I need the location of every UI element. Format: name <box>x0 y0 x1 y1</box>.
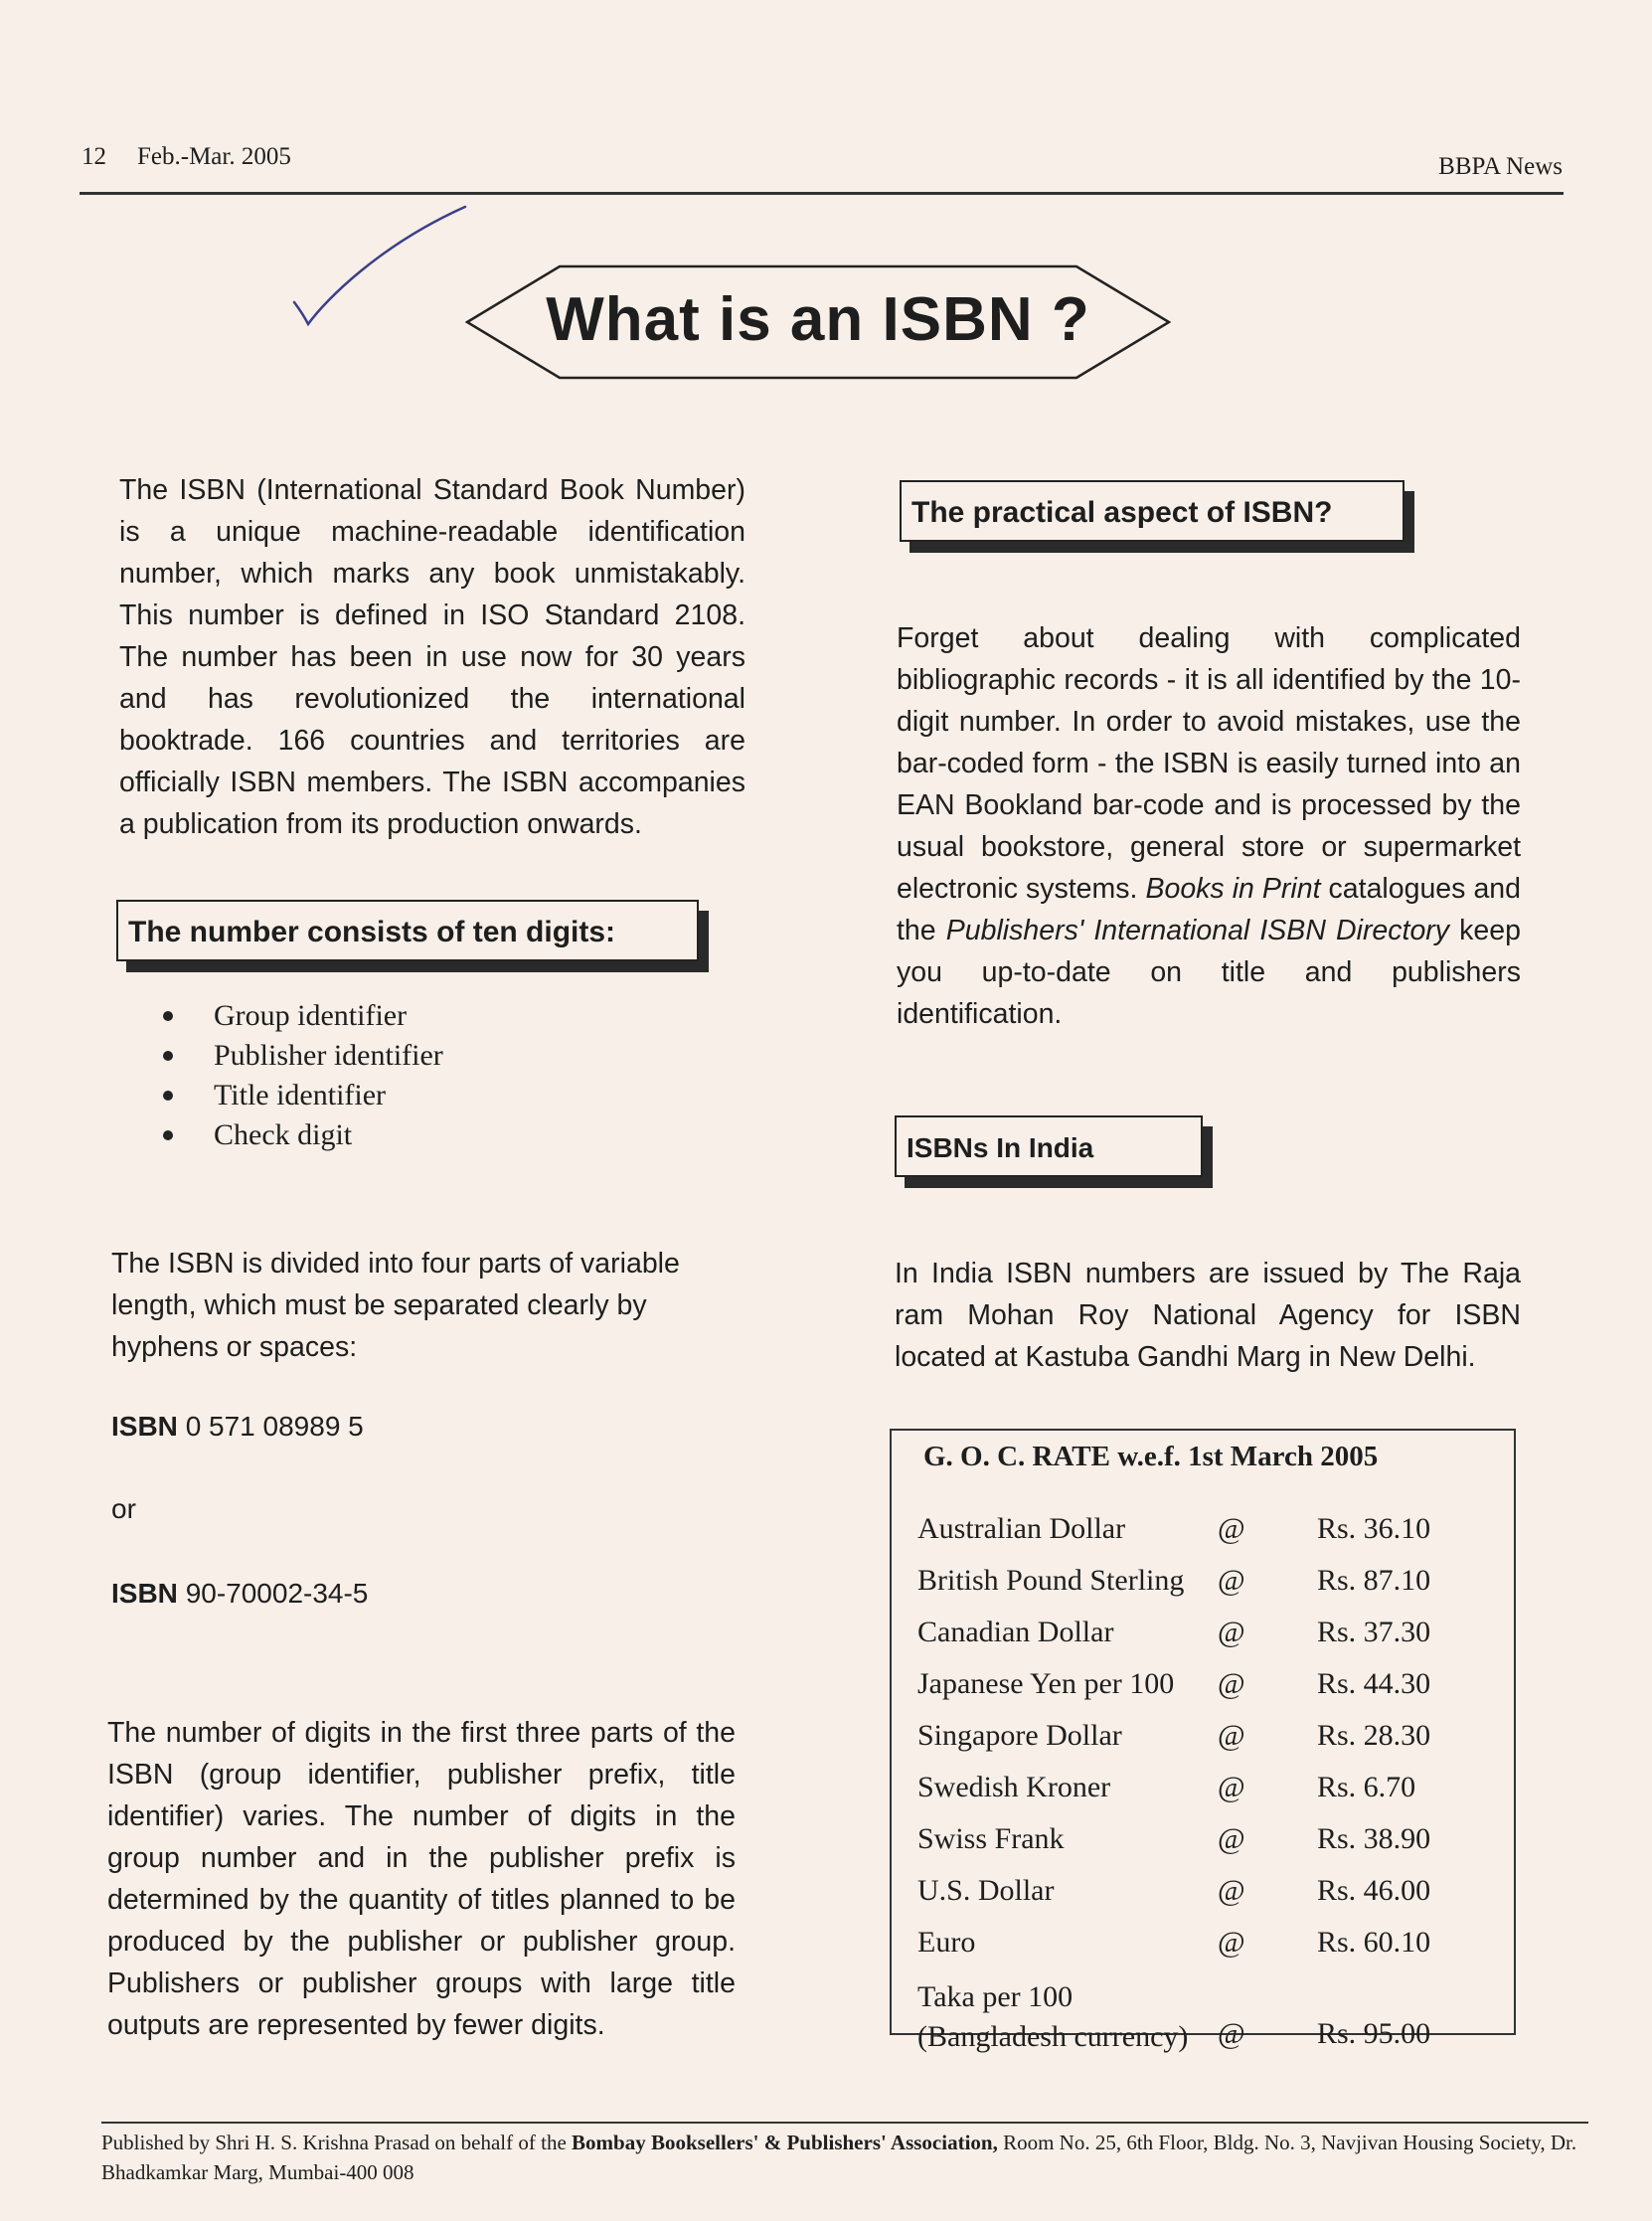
rate-row <box>917 1977 1504 2061</box>
practical-paragraph: Forget about dealing with complicated bibliographic records - it is all identified by the 10-digit number. In order to avoid mistakes, use the bar-coded form - the ISBN is easily turned into an EAN Bookland bar-code and is processed by the usual bookstore, general store or supermarket electronic systems. Books in Print catalogues and the Publishers' International ISBN Directory keep you up-to-date on title and publishers identification. <box>897 622 1521 1030</box>
rate-row <box>917 1926 1504 1977</box>
rate-value: Rs. 46.00 <box>1317 1874 1431 1907</box>
divided-paragraph: The ISBN is divided into four parts of variable length, which must be separated clearly by hyphens or spaces: <box>111 1248 680 1363</box>
rate-row <box>917 1719 1504 1771</box>
at-sign: @ <box>1218 1564 1245 1597</box>
at-sign: @ <box>1218 2017 1245 2050</box>
isbn-example-1: ISBN 0 571 08989 5 <box>111 1411 364 1442</box>
currency-name: Swiss Frank <box>917 1822 1065 1855</box>
rate-rows <box>917 1512 1504 2061</box>
rate-value: Rs. 36.10 <box>1317 1512 1431 1545</box>
title-banner <box>465 262 1171 382</box>
at-sign: @ <box>1218 1512 1245 1545</box>
digits-paragraph: The number of digits in the first three parts of the ISBN (group identifier, publisher prefix, title identifier) varies. The number of digits in the group number and in the publisher prefix is determined by the quantity of titles planned to be produced by the publisher or publisher group. Publishers or publisher groups with large title outputs are represented by fewer digits. <box>107 1717 736 2041</box>
rate-row <box>917 1512 1504 1564</box>
currency-name: Canadian Dollar <box>917 1616 1114 1648</box>
currency-name: British Pound Sterling <box>917 1564 1185 1597</box>
rate-row <box>917 1874 1504 1926</box>
rate-row <box>917 1564 1504 1616</box>
rate-row <box>917 1667 1504 1719</box>
currency-name: Euro <box>917 1926 976 1959</box>
rate-table <box>890 1429 1516 2053</box>
rate-value: Rs. 95.00 <box>1317 2017 1431 2050</box>
list-item: Check digit <box>159 1115 443 1155</box>
list-item: Publisher identifier <box>159 1036 443 1076</box>
rate-value: Rs. 28.30 <box>1317 1719 1431 1752</box>
heading-isbns-in-india: ISBNs In India <box>895 1115 1203 1177</box>
bullet-icon <box>163 1051 173 1061</box>
at-sign: @ <box>1218 1771 1245 1803</box>
bullet-icon <box>163 1091 173 1101</box>
footer-rule <box>101 2122 1588 2124</box>
list-item: Title identifier <box>159 1076 443 1115</box>
rate-value: Rs. 60.10 <box>1317 1926 1431 1959</box>
at-sign: @ <box>1218 1926 1245 1959</box>
issue-date: Feb.-Mar. 2005 <box>137 143 291 170</box>
page-number: 12 <box>82 143 106 170</box>
list-item: Group identifier <box>159 996 443 1036</box>
or-text: or <box>111 1493 136 1524</box>
currency-name: Swedish Kroner <box>917 1771 1111 1803</box>
footer-imprint: Published by Shri H. S. Krishna Prasad on behalf of the Bombay Booksellers' & Publishers' Association, Room No. 25, 6th Floor, Bldg. No. 3, Navjivan Housing Society, Dr. Bhadkamkar Marg, Mumbai-400 008 <box>101 2131 1577 2184</box>
check-mark-icon <box>286 205 475 334</box>
currency-name: U.S. Dollar <box>917 1874 1055 1907</box>
rate-value: Rs. 37.30 <box>1317 1616 1431 1648</box>
at-sign: @ <box>1218 1719 1245 1752</box>
digit-parts-list <box>159 996 443 1155</box>
rate-row <box>917 1822 1504 1874</box>
publication-name: BBPA News <box>1438 153 1563 180</box>
currency-name: Taka per 100 (Bangladesh currency) <box>917 1980 1189 2053</box>
isbn-example-2: ISBN 90-70002-34-5 <box>111 1578 369 1609</box>
currency-name: Japanese Yen per 100 <box>917 1667 1175 1700</box>
header-rule <box>80 192 1564 195</box>
bullet-icon <box>163 1130 173 1140</box>
at-sign: @ <box>1218 1822 1245 1855</box>
currency-name: Singapore Dollar <box>917 1719 1122 1752</box>
rate-row <box>917 1616 1504 1667</box>
rate-value: Rs. 38.90 <box>1317 1822 1431 1855</box>
rate-value: Rs. 87.10 <box>1317 1564 1431 1597</box>
currency-name: Australian Dollar <box>917 1512 1126 1545</box>
rate-table-title: G. O. C. RATE w.e.f. 1st March 2005 <box>923 1441 1379 1472</box>
at-sign: @ <box>1218 1667 1245 1700</box>
rate-value: Rs. 6.70 <box>1317 1771 1416 1803</box>
bullet-icon <box>163 1011 173 1021</box>
intro-paragraph: The ISBN (International Standard Book Number) is a unique machine-readable identification number, which marks any book unmistakably. This number is defined in ISO Standard 2108. The number has been in use now for 30 years and has revolutionized the international booktrade. 166 countries and territories are officially ISBN members. The ISBN accompanies a publication from its production onwards. <box>119 474 745 840</box>
at-sign: @ <box>1218 1616 1245 1648</box>
rate-value: Rs. 44.30 <box>1317 1667 1431 1700</box>
heading-ten-digits: The number consists of ten digits: <box>116 900 699 961</box>
india-paragraph: In India ISBN numbers are issued by The Raja ram Mohan Roy National Agency for ISBN located at Kastuba Gandhi Marg in New Delhi. <box>895 1258 1521 1373</box>
page-title: What is an ISBN ? <box>546 285 1090 354</box>
at-sign: @ <box>1218 1874 1245 1907</box>
rate-row <box>917 1771 1504 1822</box>
heading-practical-aspect: The practical aspect of ISBN? <box>900 480 1404 542</box>
